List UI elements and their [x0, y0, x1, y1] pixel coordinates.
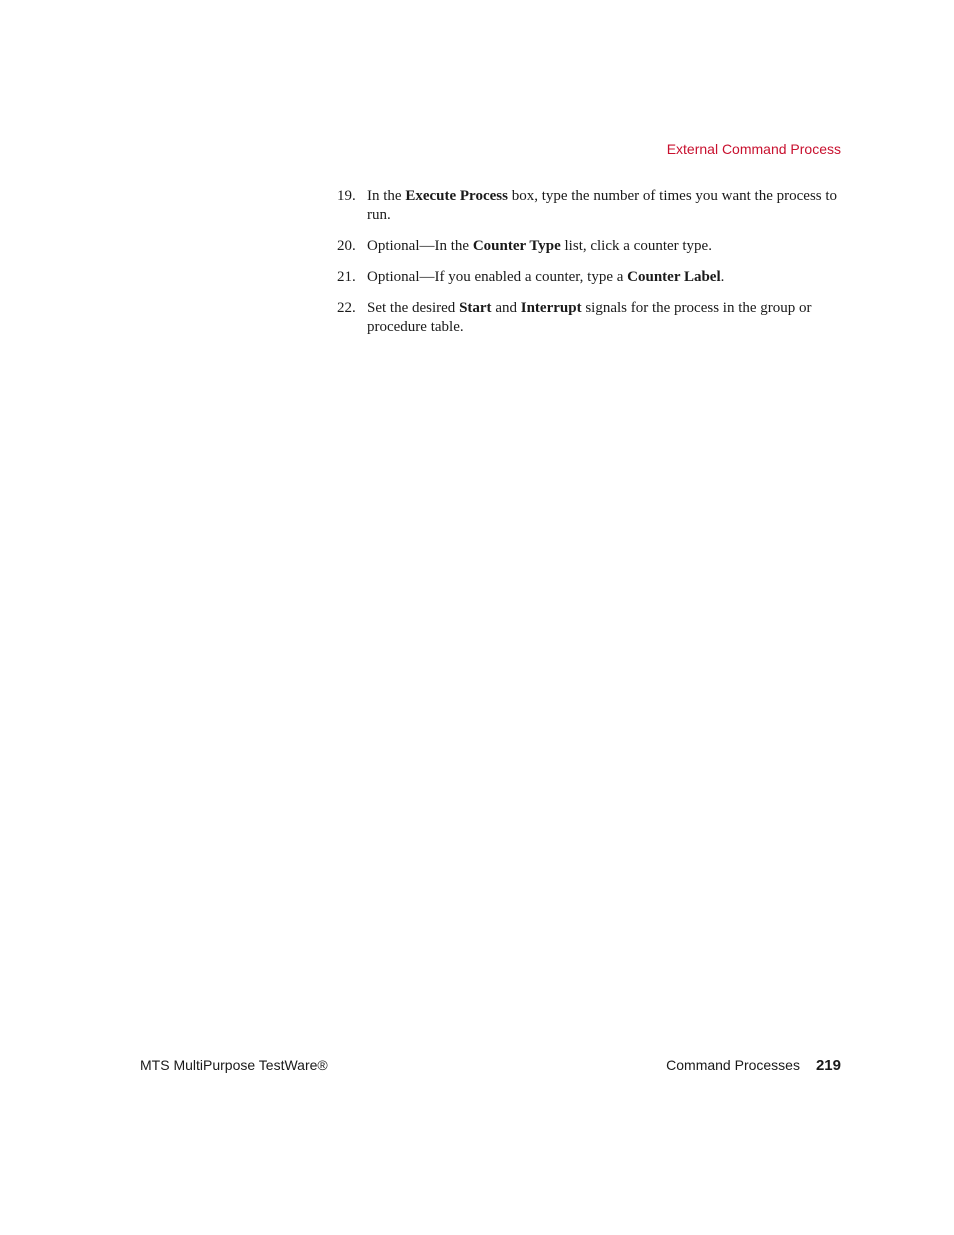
ui-term-interrupt: Interrupt	[520, 300, 582, 316]
section-title: External Command Process	[666, 141, 841, 157]
step-text-part: signals for the process in the group or procedure table.	[367, 300, 812, 335]
step-text-part: Optional—In the	[367, 238, 473, 254]
step-20	[337, 237, 842, 256]
footer-right	[666, 1057, 841, 1074]
step-text-part: Set the desired	[367, 300, 460, 316]
step-text-part: box, type the number of times you want the process to run.	[367, 188, 838, 223]
step-text	[367, 299, 842, 337]
step-number: 19.	[337, 188, 356, 204]
page-number: 219	[815, 1057, 841, 1074]
step-19	[337, 187, 842, 225]
ui-term-counter-type: Counter Type	[472, 238, 561, 254]
step-number: 22.	[337, 300, 356, 316]
step-number: 21.	[337, 269, 356, 285]
step-text-part: .	[720, 269, 725, 285]
step-text-part: list, click a counter type.	[560, 238, 712, 254]
step-text-part: In the	[367, 188, 406, 204]
ui-term-start: Start	[459, 300, 492, 316]
step-21	[337, 268, 842, 287]
step-22	[337, 299, 842, 337]
step-text-part: and	[491, 300, 521, 316]
footer-chapter: Command Processes	[666, 1057, 800, 1073]
step-number: 20.	[337, 238, 356, 254]
step-text	[367, 268, 842, 287]
ui-term-execute-process: Execute Process	[405, 188, 508, 204]
footer-product: MTS MultiPurpose TestWare®	[140, 1057, 328, 1073]
procedure-steps	[337, 187, 842, 349]
step-text	[367, 237, 842, 256]
step-text	[367, 187, 842, 225]
ui-term-counter-label: Counter Label	[627, 269, 721, 285]
step-text-part: Optional—If you enabled a counter, type a	[367, 269, 628, 285]
